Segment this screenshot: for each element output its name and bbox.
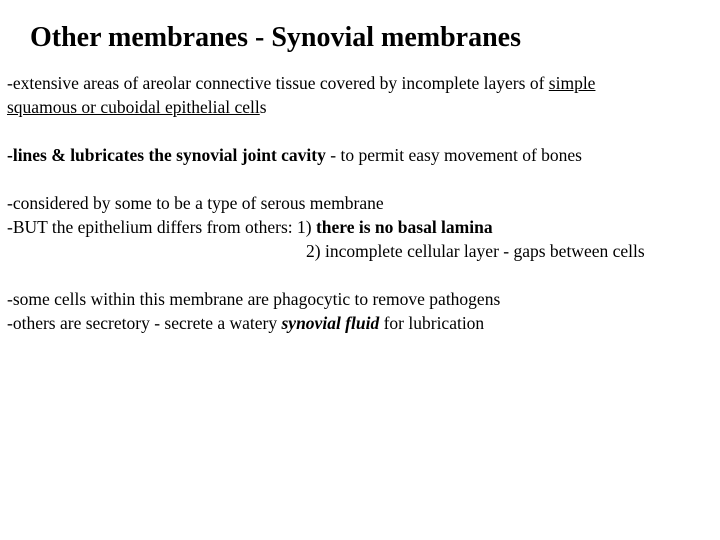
bold-text: -lines & lubricates the synovial joint cavity [7,145,326,165]
text-segment: -others are secretory - secrete a watery [7,313,282,333]
bold-text: there is no basal lamina [315,217,493,237]
text-segment: -extensive areas of areolar connective tissue covered by incomplete layers of [7,73,549,93]
bullet-3-line-3: 2) incomplete cellular layer - gaps between cells [306,241,645,261]
bullet-3-line-2 [7,216,493,238]
bullet-1-line-2 [7,96,267,118]
underlined-text: simple [548,73,596,93]
bullet-4-line-1: -some cells within this membrane are phagocytic to remove pathogens [7,289,501,309]
text-segment: s [259,97,267,117]
bullet-1-line-1 [7,72,595,94]
bold-italic-text: synovial fluid [281,313,380,333]
text-segment: - to permit easy movement of bones [325,145,582,165]
slide-title: Other membranes - Synovial membranes [30,22,521,53]
bullet-4-line-2 [7,312,484,334]
text-segment: for lubrication [379,313,485,333]
bullet-2 [7,144,582,166]
underlined-text: squamous or cuboidal epithelial cell [7,97,260,117]
bullet-3-line-1: -considered by some to be a type of serous membrane [7,193,384,213]
text-segment: -BUT the epithelium differs from others: 1) [7,217,316,237]
